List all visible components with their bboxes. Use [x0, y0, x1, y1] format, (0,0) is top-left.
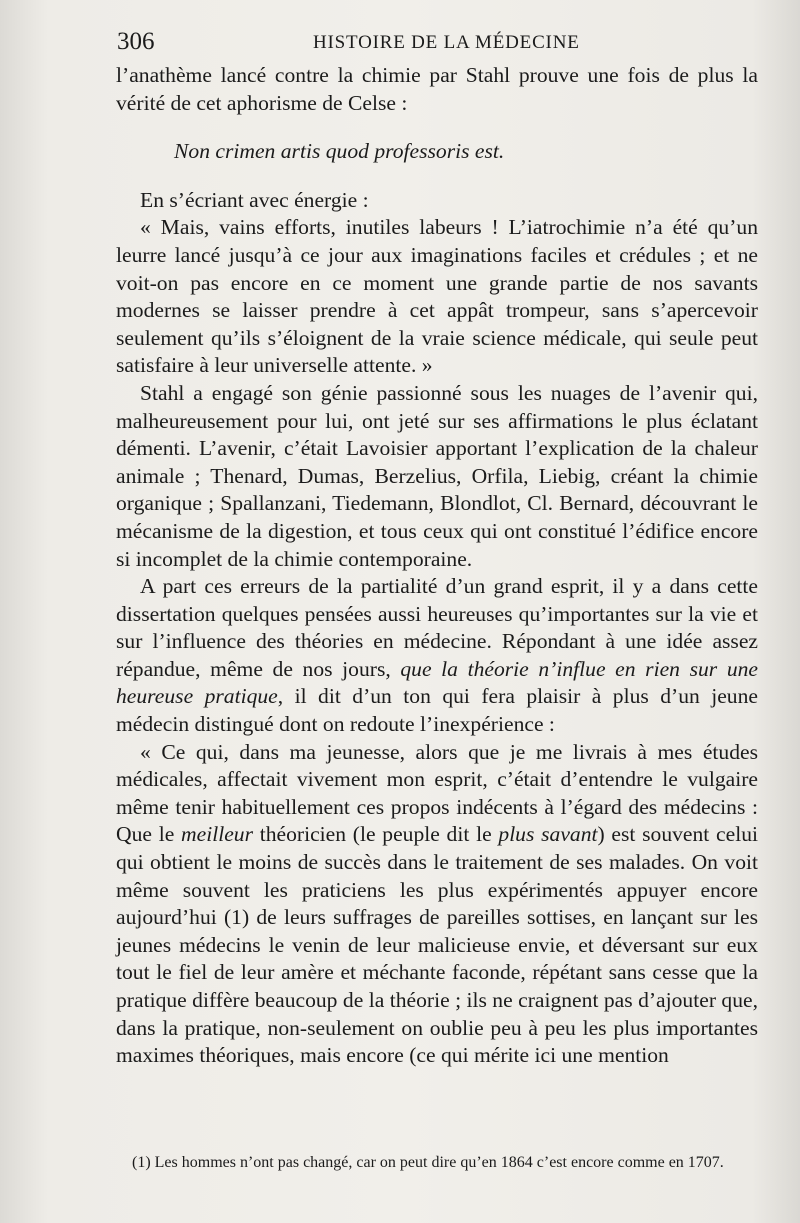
- page-number: 306: [117, 28, 155, 55]
- paragraph: Stahl a engagé son génie passionné sous les nuages de l’avenir qui, malheureusement pour lui, ont jeté sur ses affirmations le plus éclatant démenti. L’avenir, c’était Lavoisier apportant l’explication de la chaleur animale ; Thenard, Dumas, Berzelius, Orfila, Liebig, créant la chimie organique ; Spallanzani, Tiedemann, Blondlot, Cl. Bernard, découvrant le mécanisme de la digestion, et tous ceux qui ont constitué l’édifice encore si incomplet de la chimie contemporaine.: [116, 380, 758, 571]
- italic-text: plus savant: [498, 822, 598, 847]
- paragraph: [116, 573, 758, 739]
- text-run: ) est souvent celui qui obtient le moins de succès dans le traitement de ses malades. On voit même souvent les praticiens les plus expérimentés appuyer encore aujourd’hui (1) de leurs suffrages de pareilles sottises, en lançant sur les jeunes médecins le venin de leur malicieuse envie, et déversant sur eux tout le fiel de leur amère et méchante faconde, répétant sans cesse que la pratique diffère beaucoup de la théorie ; ils ne craignent pas d’ajouter que, dans la pratique, non-seulement on oublie peu à peu les plus importantes maximes théoriques, mais encore (ce qui mérite ici une mention: [116, 822, 758, 1068]
- running-title: HISTOIRE DE LA MÉDECINE: [313, 32, 580, 53]
- footnote: [116, 1153, 758, 1173]
- body-text: [116, 62, 758, 1070]
- italic-text: meilleur: [181, 822, 253, 847]
- latin-quotation: Non crimen artis quod professoris est.: [174, 139, 505, 164]
- stahl-quotation: « Mais, vains efforts, inutiles labeurs ! L’iatrochimie n’a été qu’un leurre lancé jusqu’à ce jour aux imaginations faciles et crédules ; et ne voit-on pas encore en ce moment une grande partie de nos savants modernes se laisser prendre à cet appât trompeur, sans s’apercevoir seulement qu’ils s’éloignent de la vraie science médicale, qui seule peut satisfaire à leur universelle attente. »: [116, 215, 758, 378]
- footnote-text: (1) Les hommes n’ont pas changé, car on peut dire qu’en 1864 c’est encore comme en 1707.: [132, 1154, 724, 1171]
- paragraph: En s’écriant avec énergie :: [140, 187, 369, 212]
- paragraph-continuation: l’anathème lancé contre la chimie par Stahl prouve une fois de plus la vérité de cet aphorisme de Celse :: [116, 63, 758, 115]
- page-header: [117, 28, 757, 64]
- text-run: A part ces erreurs de la partialité d’un grand esprit, il y a dans cette dissertation quelques pensées aussi heureuses qu’importantes sur la vie et sur l’influence des théories en médecine. Répondant à une idée assez répandue, même de nos jours,: [116, 574, 758, 681]
- text-run: « Ce qui, dans ma jeunesse, alors que je me livrais à mes études médicales, affectait vivement mon esprit, c’était d’entendre le vulgaire même tenir habituellement ces propos indécents à l’égard des médecins : Que le: [116, 739, 758, 847]
- text-run: théoricien (le peuple dit le: [252, 822, 499, 847]
- italic-text: que la théorie n’influe en rien sur une heureuse pratique: [116, 656, 758, 709]
- text-run: , il dit d’un ton qui fera plaisir à plus d’un jeune médecin distingué dont on redoute l’inexpérience :: [116, 684, 758, 737]
- paragraph: [116, 739, 758, 1070]
